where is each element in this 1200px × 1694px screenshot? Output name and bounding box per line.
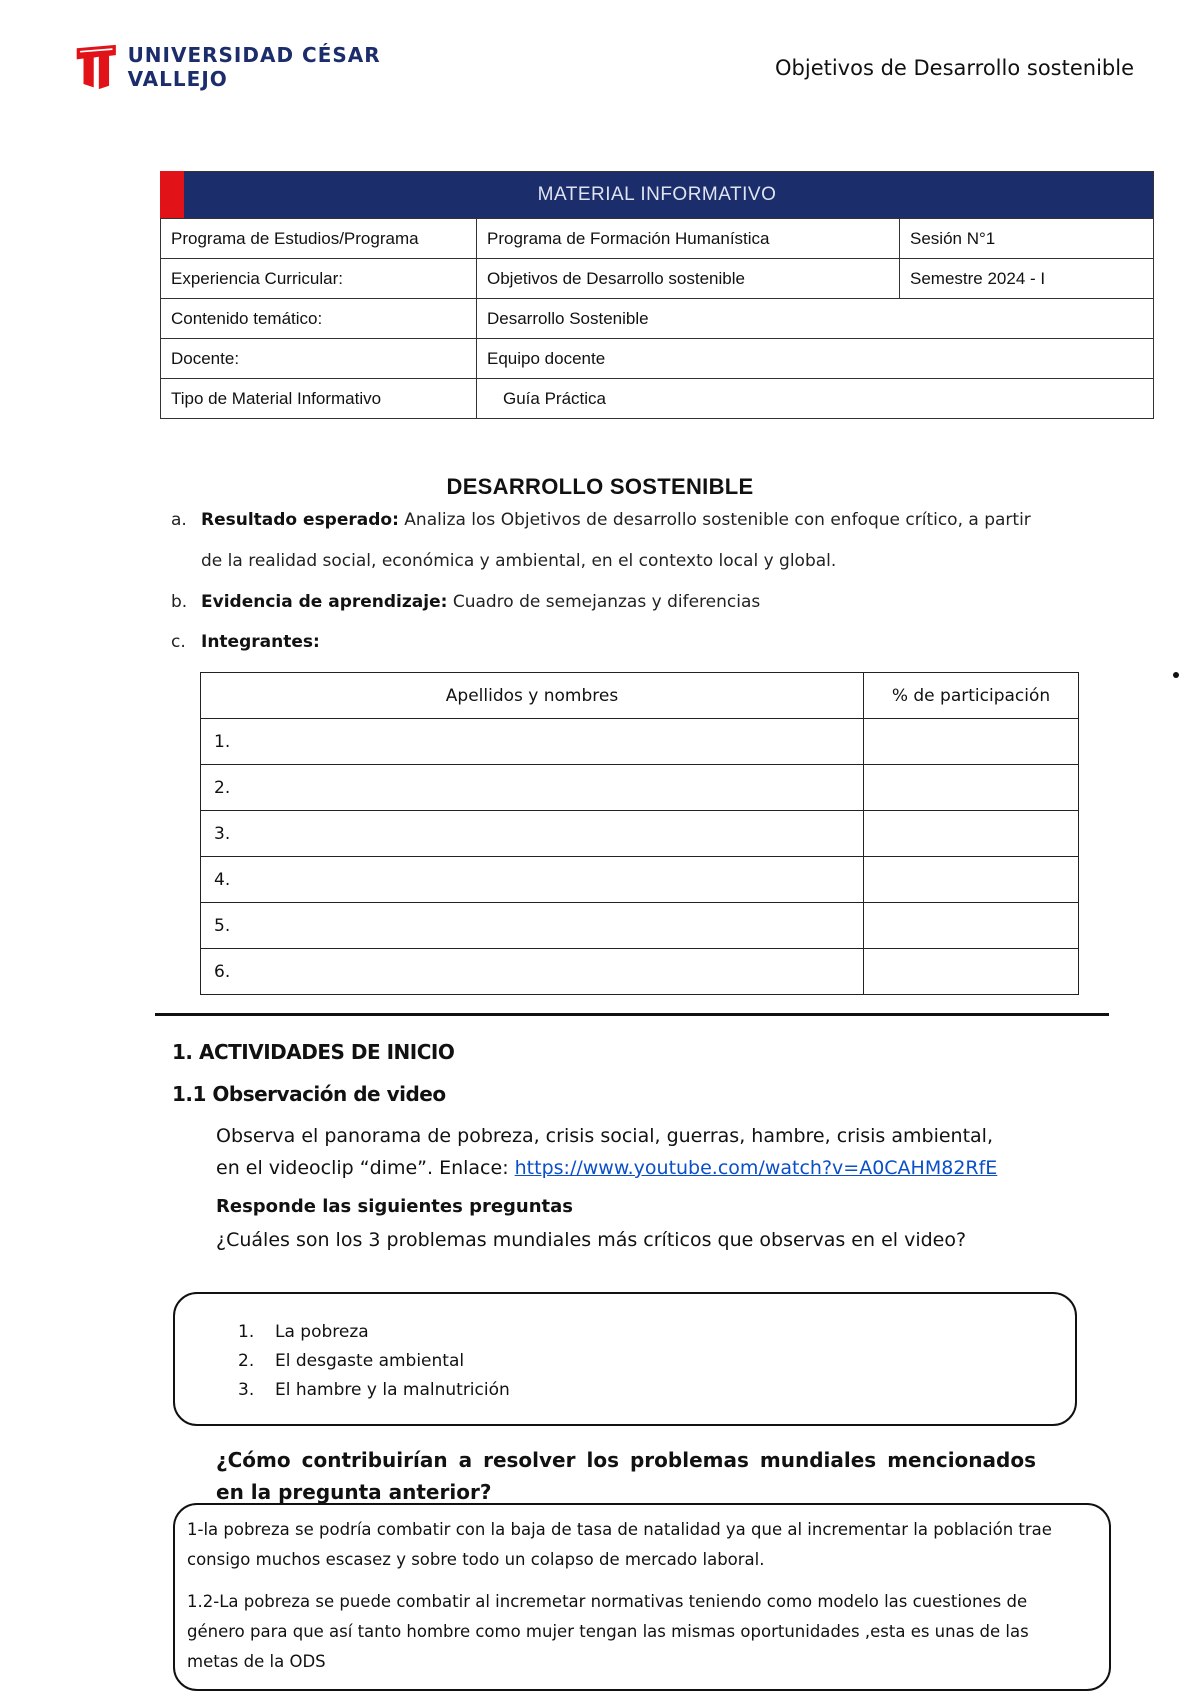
row-value: Guía Práctica — [477, 379, 1154, 419]
column-header-names: Apellidos y nombres — [201, 673, 864, 719]
row-label: Programa de Estudios/Programa — [161, 219, 477, 259]
item-a: a. Resultado esperado: Analiza los Objetivos de desarrollo sostenible con enfoque crítico, a partir — [171, 510, 1031, 530]
video-link[interactable]: https://www.youtube.com/watch?v=A0CAHM82RfE — [514, 1157, 998, 1179]
material-info-heading: MATERIAL INFORMATIVO — [161, 172, 1154, 219]
item-text: Analiza los Objetivos de desarrollo sostenible con enfoque crítico, a partir — [404, 510, 1031, 530]
participation-cell — [864, 949, 1079, 995]
list-item: 3. El hambre y la malnutrición — [238, 1380, 510, 1400]
item-label: Integrantes: — [201, 632, 320, 652]
table-row — [201, 857, 1079, 903]
red-accent-block — [160, 171, 184, 218]
table-row — [201, 903, 1079, 949]
row-value: Desarrollo Sostenible — [477, 299, 1154, 339]
row-label: Docente: — [161, 339, 477, 379]
item-text: Cuadro de semejanzas y diferencias — [452, 592, 761, 612]
ucv-shield-icon — [75, 39, 118, 95]
participation-cell — [864, 765, 1079, 811]
member-number: 6. — [201, 949, 864, 995]
answer-2-paragraph-2: 1.2-La pobreza se puede combatir al incremetar normativas teniendo como modelo las cuestiones de género para que así tanto hombre como mujer tengan las mismas oportunidades ,esta es unas de las metas de la ODS — [187, 1592, 1029, 1671]
participation-cell — [864, 811, 1079, 857]
row-label: Tipo de Material Informativo — [161, 379, 477, 419]
table-row — [201, 949, 1079, 995]
table-row — [161, 379, 1154, 419]
subsection-heading: 1.1 Observación de video — [172, 1082, 446, 1106]
table-row — [161, 219, 1154, 259]
participation-cell — [864, 719, 1079, 765]
university-logo — [75, 38, 435, 96]
list-item: 1. La pobreza — [238, 1322, 369, 1342]
material-info-table — [160, 171, 1154, 419]
table-row — [201, 811, 1079, 857]
participation-cell — [864, 857, 1079, 903]
row-value: Programa de Formación Humanística — [477, 219, 900, 259]
table-row — [161, 259, 1154, 299]
section-heading: 1. ACTIVIDADES DE INICIO — [172, 1040, 455, 1064]
question-1: ¿Cuáles son los 3 problemas mundiales más críticos que observas en el video? — [216, 1229, 967, 1251]
table-row — [161, 299, 1154, 339]
row-extra: Semestre 2024 - I — [900, 259, 1154, 299]
row-value: Equipo docente — [477, 339, 1154, 379]
row-extra: Sesión N°1 — [900, 219, 1154, 259]
main-title: DESARROLLO SOSTENIBLE — [446, 474, 754, 499]
members-table — [200, 672, 1079, 995]
member-number: 4. — [201, 857, 864, 903]
member-number: 3. — [201, 811, 864, 857]
item-label: Evidencia de aprendizaje: — [201, 592, 448, 612]
member-number: 2. — [201, 765, 864, 811]
section-divider — [155, 1013, 1109, 1016]
header-title: Objetivos de Desarrollo sostenible — [775, 56, 1134, 80]
logo-text: UNIVERSIDAD CÉSAR VALLEJO — [127, 43, 381, 91]
member-number: 1. — [201, 719, 864, 765]
table-row — [161, 339, 1154, 379]
answer-list-1 — [238, 1318, 510, 1405]
row-label: Contenido temático: — [161, 299, 477, 339]
table-row — [201, 765, 1079, 811]
row-value: Objetivos de Desarrollo sostenible — [477, 259, 900, 299]
list-item: 2. El desgaste ambiental — [238, 1351, 465, 1371]
row-label: Experiencia Curricular: — [161, 259, 477, 299]
item-a-continued: de la realidad social, económica y ambiental, en el contexto local y global. — [201, 551, 837, 571]
item-b: b. Evidencia de aprendizaje: Cuadro de semejanzas y diferencias — [171, 592, 761, 612]
table-row — [201, 719, 1079, 765]
item-c: c. Integrantes: — [171, 632, 320, 652]
stray-bullet — [1173, 672, 1179, 678]
column-header-participation: % de participación — [864, 673, 1079, 719]
question-2: ¿Cómo contribuirían a resolver los problemas mundiales mencionados en la pregunta anterior? — [216, 1448, 1036, 1504]
member-number: 5. — [201, 903, 864, 949]
participation-cell — [864, 903, 1079, 949]
instruction-paragraph: Observa el panorama de pobreza, crisis social, guerras, hambre, crisis ambiental, en el videoclip “dime”. Enlace: https://www.youtube.com/watch?v=A0CAHM82RfE — [216, 1125, 998, 1179]
answer-2-paragraph-1: 1-la pobreza se podría combatir con la baja de tasa de natalidad ya que al incrementar la población trae consigo muchos escasez y sobre todo un colapso de mercado laboral. — [187, 1520, 1052, 1569]
responde-label: Responde las siguientes preguntas — [216, 1196, 574, 1217]
item-label: Resultado esperado: — [201, 510, 399, 530]
